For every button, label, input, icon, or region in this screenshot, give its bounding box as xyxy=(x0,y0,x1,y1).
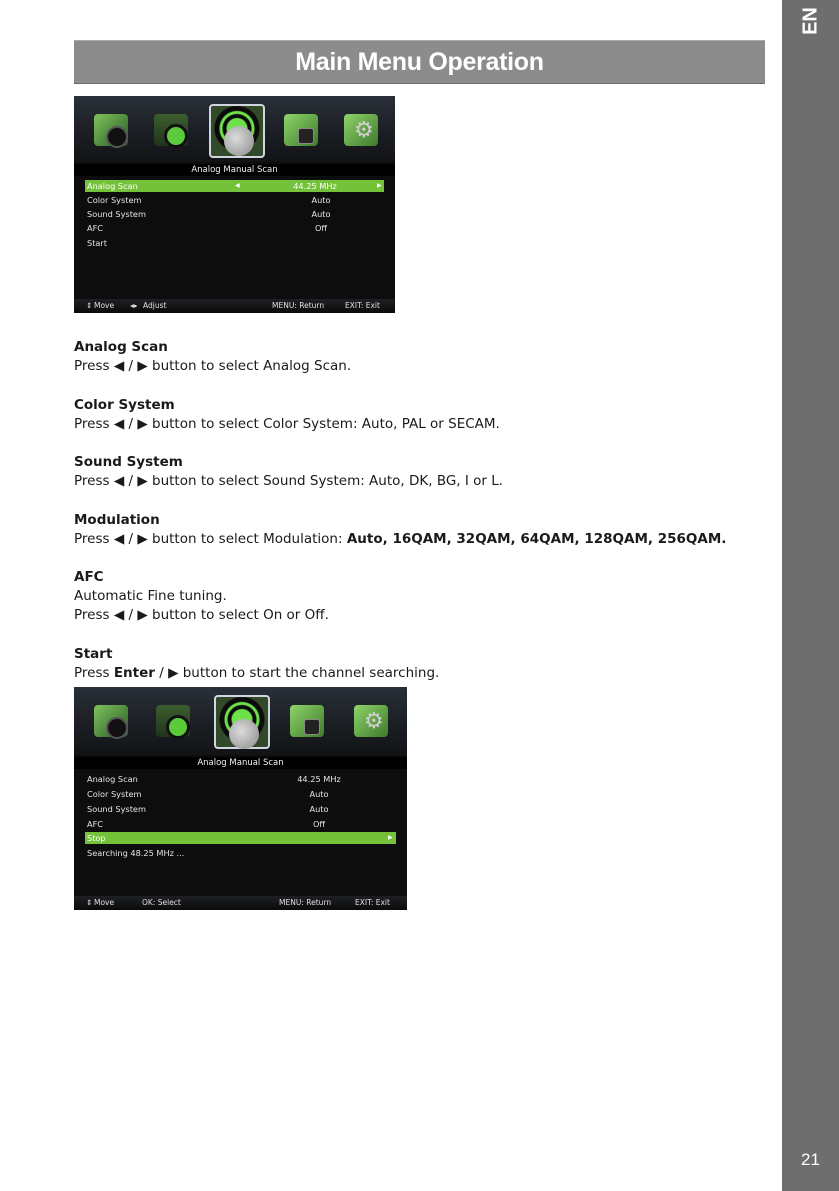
section-text: Press ◀ / ▶ button to select Sound System: Auto, DK, BG, I or L. xyxy=(74,473,504,489)
lock-icon xyxy=(290,705,324,737)
row-label: Sound System xyxy=(87,804,146,814)
osd-row-afc[interactable] xyxy=(85,818,396,830)
section-text xyxy=(74,531,726,547)
row-value: 44.25 MHz xyxy=(297,774,341,784)
language-tab xyxy=(782,0,839,1191)
language-label: EN xyxy=(799,7,821,35)
footer-exit: EXIT: Exit xyxy=(355,898,390,907)
osd-row-stop[interactable] xyxy=(85,832,396,844)
row-value: Auto xyxy=(311,209,331,219)
section-title: Start xyxy=(74,646,113,662)
setup-icon xyxy=(354,705,388,737)
row-label: Analog Scan xyxy=(87,181,138,191)
row-value: Auto xyxy=(311,195,331,205)
osd-footer xyxy=(74,299,395,313)
osd-screenshot-searching xyxy=(74,687,407,910)
picture-icon xyxy=(94,114,128,146)
osd-row-sound-system[interactable] xyxy=(85,803,396,815)
page-title: Main Menu Operation xyxy=(295,47,544,76)
row-label: Color System xyxy=(87,789,142,799)
osd-icon-strip xyxy=(74,687,407,755)
osd-footer xyxy=(74,896,407,910)
section-text-prefix: Press xyxy=(74,665,114,681)
row-value: Off xyxy=(314,223,328,233)
section-text-suffix: / ▶ button to start the channel searching. xyxy=(154,665,440,681)
row-label: AFC xyxy=(87,819,104,829)
satellite-dish-icon xyxy=(224,126,254,156)
osd-menu-title: Analog Manual Scan xyxy=(74,164,395,176)
arrow-right-icon: ▶ xyxy=(377,182,382,189)
row-value: Off xyxy=(312,819,326,829)
page-header xyxy=(74,40,765,84)
row-label: Analog Scan xyxy=(87,774,138,784)
row-value: Auto xyxy=(309,789,329,799)
osd-row-afc[interactable] xyxy=(85,222,384,234)
footer-move: Move xyxy=(94,898,115,907)
satellite-dish-icon xyxy=(229,719,259,749)
sound-icon xyxy=(154,114,188,146)
section-text: Automatic Fine tuning. xyxy=(74,588,227,604)
setup-icon xyxy=(344,114,378,146)
footer-menu: MENU: Return xyxy=(279,898,332,907)
osd-icon-strip xyxy=(74,96,395,162)
section-text xyxy=(74,665,439,681)
footer-exit: EXIT: Exit xyxy=(345,301,380,310)
osd-row-color-system[interactable] xyxy=(85,194,384,206)
osd-screenshot-analog-scan xyxy=(74,96,395,313)
osd-row-searching-status xyxy=(85,847,396,859)
section-sound-system xyxy=(74,454,503,489)
osd-row-color-system[interactable] xyxy=(85,788,396,800)
row-label: Color System xyxy=(87,195,142,205)
enter-key-label: Enter xyxy=(113,665,155,681)
row-label: Start xyxy=(87,238,108,248)
row-label: Searching 48.25 MHz ... xyxy=(87,848,185,858)
section-color-system xyxy=(74,397,500,432)
section-title: Modulation xyxy=(74,512,160,528)
section-text: Press ◀ / ▶ button to select Analog Scan. xyxy=(74,358,352,374)
row-label: Stop xyxy=(87,833,106,843)
page-number: 21 xyxy=(801,1150,820,1169)
updown-icon: ⇕ xyxy=(86,898,93,907)
arrow-right-icon: ▶ xyxy=(388,834,393,841)
row-value: 44.25 MHz xyxy=(293,181,337,191)
modulation-options: Auto, 16QAM, 32QAM, 64QAM, 128QAM, 256QAM. xyxy=(346,531,727,547)
sound-icon xyxy=(156,705,190,737)
updown-icon: ⇕ xyxy=(86,301,93,310)
osd-row-analog-scan[interactable] xyxy=(85,180,384,192)
section-title: Analog Scan xyxy=(74,339,168,355)
section-start xyxy=(74,646,439,681)
row-label: Sound System xyxy=(87,209,146,219)
leftright-icon: ◂▸ xyxy=(130,301,138,310)
section-title: AFC xyxy=(74,569,104,585)
section-text-prefix: Press ◀ / ▶ button to select Modulation: xyxy=(74,531,347,547)
section-text: Press ◀ / ▶ button to select Color System: Auto, PAL or SECAM. xyxy=(74,416,500,432)
footer-menu: MENU: Return xyxy=(272,301,325,310)
row-value: Auto xyxy=(309,804,329,814)
picture-icon xyxy=(94,705,128,737)
osd-row-sound-system[interactable] xyxy=(85,208,384,220)
section-modulation xyxy=(74,512,726,547)
arrow-left-icon: ◀ xyxy=(235,182,240,189)
footer-move: Move xyxy=(94,301,115,310)
section-analog-scan xyxy=(74,339,351,374)
section-afc xyxy=(74,569,329,623)
section-text: Press ◀ / ▶ button to select On or Off. xyxy=(74,607,329,623)
footer-select: OK: Select xyxy=(142,898,181,907)
osd-row-start[interactable] xyxy=(85,237,384,249)
row-label: AFC xyxy=(87,223,104,233)
osd-menu-title: Analog Manual Scan xyxy=(74,757,407,769)
section-title: Color System xyxy=(74,397,175,413)
lock-icon xyxy=(284,114,318,146)
section-title: Sound System xyxy=(74,454,183,470)
footer-adjust: Adjust xyxy=(143,301,167,310)
osd-row-analog-scan[interactable] xyxy=(85,773,396,785)
